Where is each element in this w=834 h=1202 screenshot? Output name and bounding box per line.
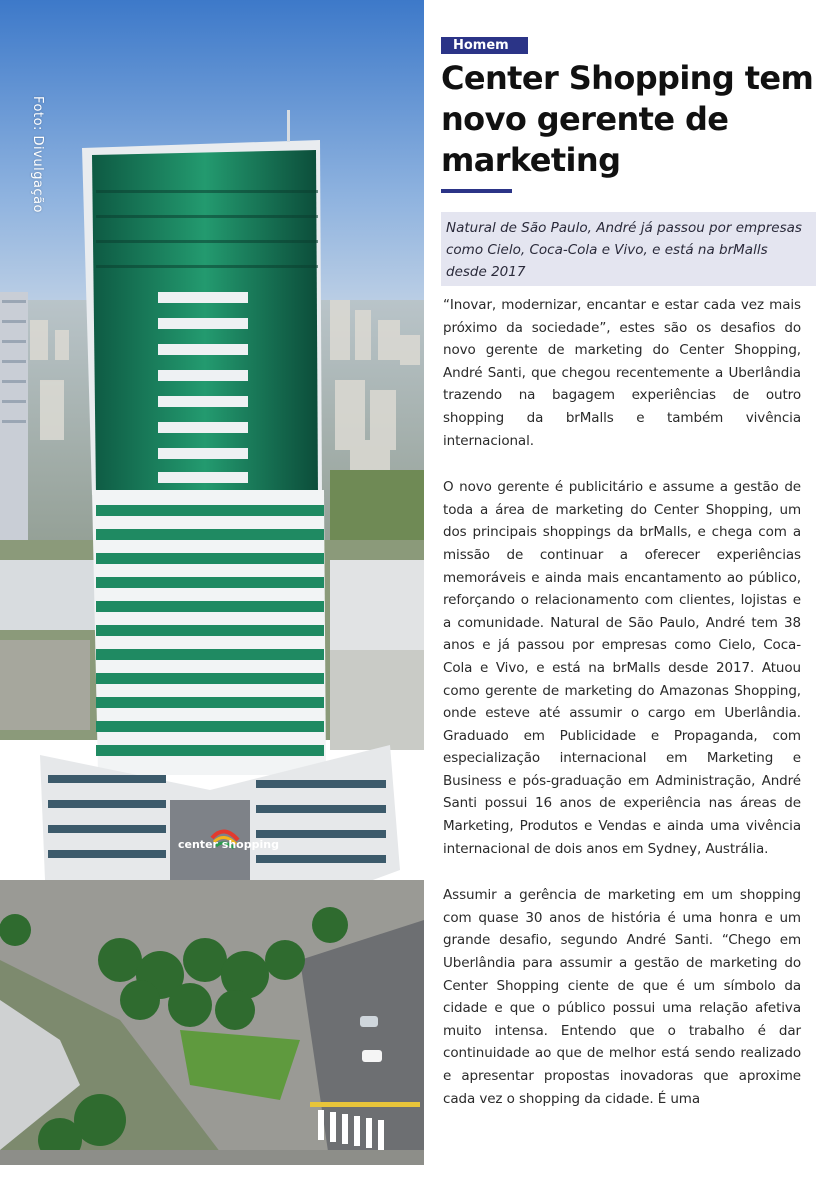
tower-illustration — [0, 0, 424, 1165]
lede: Natural de São Paulo, André já passou por empresas como Cielo, Coca-Cola e Vivo, e está na brMalls desde 2017 — [441, 212, 816, 286]
paragraph: O novo gerente é publicitário e assume a gestão de toda a área de marketing do Center Shopping, um dos principais shoppings da brMalls, e chega com a missão de continuar a oferecer experiências memoráveis e ainda mais encantamento ao público, reforçando o relacionamento com clientes, lojistas e a comunidade. Natural de São Paulo, André tem 38 anos e já passou por empresas como Cielo, Coca-Cola e Vivo, e está na brMalls desde 2017. Atuou como gerente de marketing do Amazonas Shopping, onde esteve até assumir o cargo em Uberlândia. Graduado em Publicidade e Propaganda, com especialização internacional em Marketing e Business e pós-graduação em Administração, André Santi possui 16 anos de experiência nas áreas de Marketing, Produtos e Vendas e ainda uma vivência internacional de dois anos em Sydney, Austrália. — [443, 479, 801, 857]
photo-credit: Foto: Divulgação — [30, 96, 45, 213]
paragraph: “Inovar, modernizar, encantar e estar cada vez mais próximo da sociedade”, estes são os desafios do novo gerente de marketing do Center Shopping, André Santi, que chegou recentemente a Uberlândia trazendo na bagagem experiências de outro shopping da brMalls e também vivência internacional. — [443, 297, 801, 449]
headline: Center Shopping tem novo gerente de marketing — [441, 59, 814, 179]
section-tag: Homem — [441, 37, 528, 54]
headline-rule — [441, 189, 512, 193]
paragraph: Assumir a gerência de marketing em um shopping com quase 30 anos de história é uma honra e um grande desafio, segundo André Santi. “Chego em Uberlândia para assumir a gestão de marketing do Center Shopping ciente de que é um símbolo da cidade e que o público possui uma relação afetiva muito intensa. Entendo que o trabalho é dar continuidade ao que de melhor está sendo realizado e apresentar propostas inovadoras que aproxime cada vez o shopping da cidade. É uma — [443, 887, 801, 1107]
shopping-sign: center shopping — [178, 838, 279, 851]
article-body — [443, 294, 801, 1134]
tower-photo — [0, 0, 424, 1165]
